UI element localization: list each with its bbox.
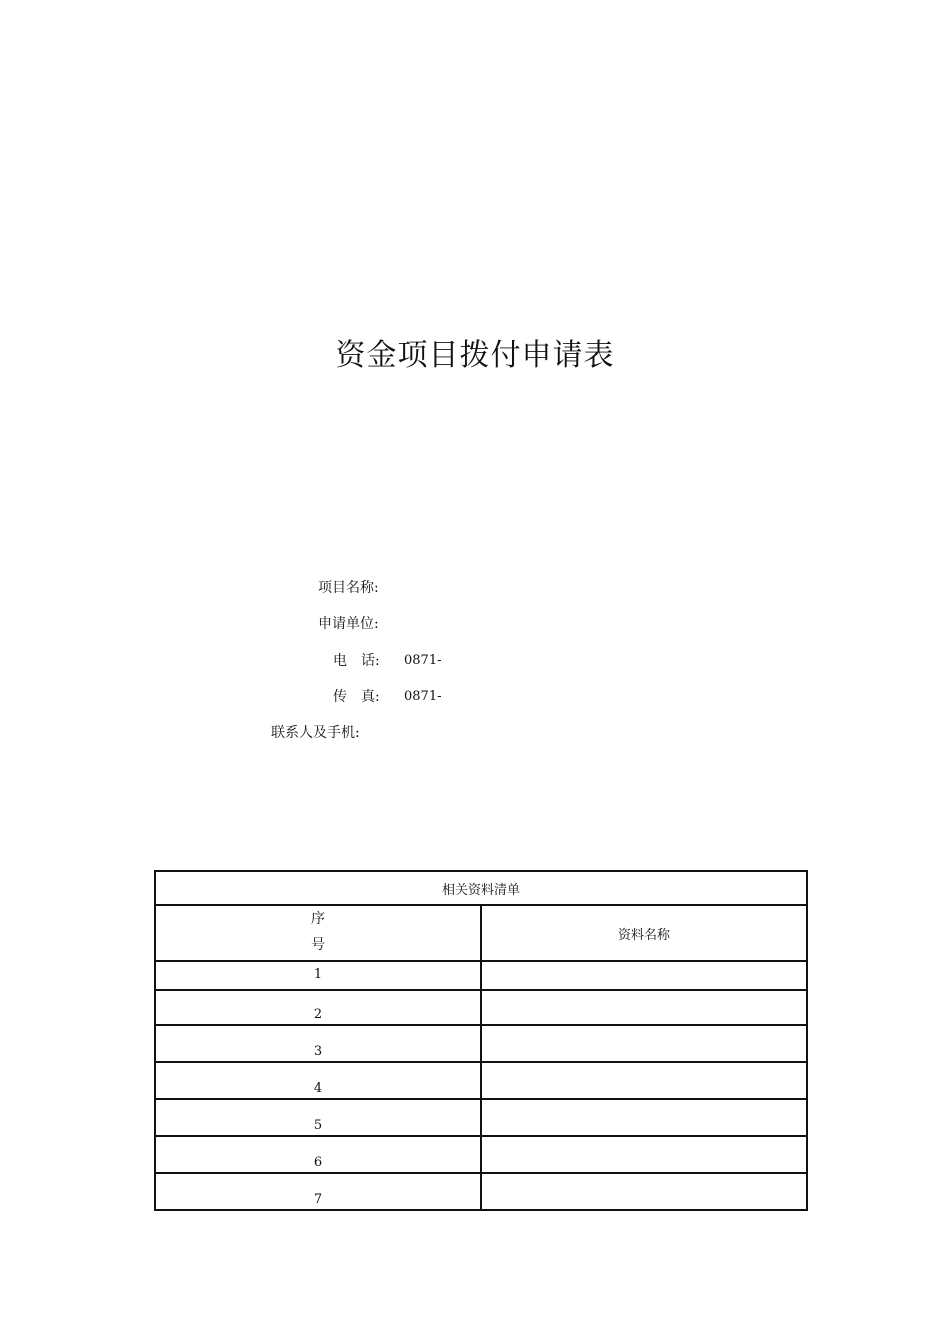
seq-header-line1: 序	[311, 911, 325, 927]
row-seq: 4	[155, 1062, 481, 1099]
row-seq: 2	[155, 990, 481, 1025]
table-row	[155, 1173, 807, 1210]
phone-label: 电 话:	[333, 653, 380, 669]
table-row	[155, 961, 807, 990]
row-name[interactable]	[481, 1136, 807, 1173]
seq-header	[155, 905, 481, 961]
row-name[interactable]	[481, 1173, 807, 1210]
table-caption: 相关资料清单	[155, 871, 807, 905]
table-row	[155, 990, 807, 1025]
row-seq: 6	[155, 1136, 481, 1173]
row-seq: 5	[155, 1099, 481, 1136]
fax-value: 0871-	[404, 689, 442, 704]
project-name-label: 项目名称:	[318, 580, 379, 596]
contact-label: 联系人及手机:	[271, 725, 360, 741]
row-name[interactable]	[481, 961, 807, 990]
phone-value: 0871-	[404, 653, 442, 668]
table-row	[155, 1062, 807, 1099]
row-name[interactable]	[481, 990, 807, 1025]
fax-label: 传 真:	[333, 689, 380, 705]
applicant-label: 申请单位:	[318, 616, 379, 632]
document-title: 资金项目拨付申请表	[335, 338, 615, 373]
table-row	[155, 1099, 807, 1136]
row-seq: 7	[155, 1173, 481, 1210]
row-seq: 3	[155, 1025, 481, 1062]
row-seq: 1	[155, 961, 481, 990]
table-row	[155, 1136, 807, 1173]
table-caption-row	[155, 871, 807, 905]
row-name[interactable]	[481, 1099, 807, 1136]
seq-header-line2: 号	[311, 937, 325, 953]
materials-table	[154, 870, 808, 1211]
row-name[interactable]	[481, 1025, 807, 1062]
table-row	[155, 1025, 807, 1062]
row-name[interactable]	[481, 1062, 807, 1099]
table-header-row	[155, 905, 807, 961]
name-header: 资料名称	[481, 905, 807, 961]
